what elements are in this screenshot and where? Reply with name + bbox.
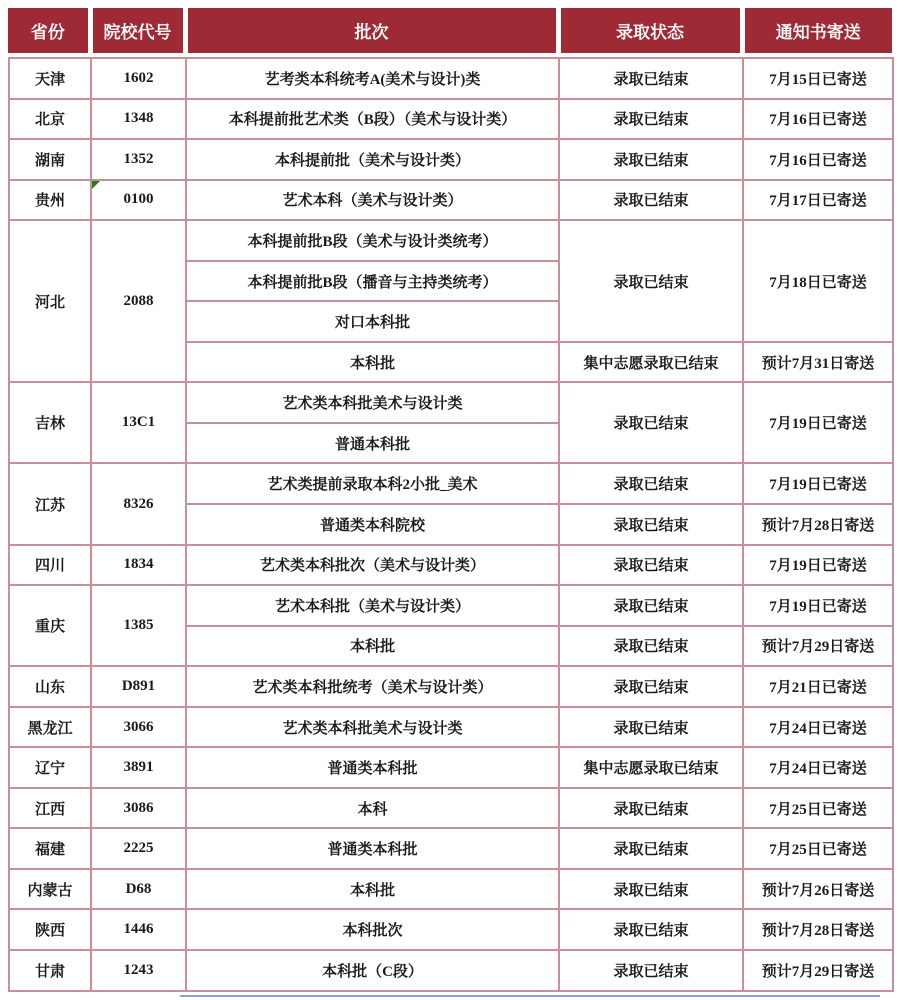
status-cell: 录取已结束: [559, 382, 743, 463]
col-header-status: 录取状态: [561, 8, 740, 53]
code-cell: 3086: [91, 788, 186, 829]
table-row: [9, 382, 893, 423]
code-cell: 2225: [91, 828, 186, 869]
delivery-cell: 7月24日已寄送: [743, 747, 893, 788]
table-row: [9, 180, 893, 221]
status-cell: 录取已结束: [559, 707, 743, 748]
status-cell: 集中志愿录取已结束: [559, 747, 743, 788]
status-cell: 录取已结束: [559, 869, 743, 910]
status-cell: 录取已结束: [559, 788, 743, 829]
admission-table-body: [9, 58, 893, 991]
status-cell: 录取已结束: [559, 626, 743, 667]
code-cell: 1352: [91, 139, 186, 180]
code-cell: 3891: [91, 747, 186, 788]
batch-cell: 普通类本科批: [186, 828, 559, 869]
table-header-row: [8, 8, 892, 53]
delivery-cell: 预计7月31日寄送: [743, 342, 893, 383]
code-cell: 13C1: [91, 382, 186, 463]
batch-cell: 普通类本科批: [186, 747, 559, 788]
table-row: [9, 747, 893, 788]
code-cell: 0100: [91, 180, 186, 221]
province-cell: 山东: [9, 666, 91, 707]
batch-cell: 艺术本科批（美术与设计类）: [186, 585, 559, 626]
delivery-cell: 7月19日已寄送: [743, 545, 893, 586]
batch-cell: 本科批: [186, 869, 559, 910]
batch-cell: 艺术本科（美术与设计类）: [186, 180, 559, 221]
code-cell: 1602: [91, 58, 186, 99]
batch-cell: 艺术类本科批次（美术与设计类）: [186, 545, 559, 586]
batch-cell: 艺考类本科统考A(美术与设计)类: [186, 58, 559, 99]
table-row: [9, 545, 893, 586]
status-cell: 录取已结束: [559, 180, 743, 221]
batch-cell: 本科提前批B段（美术与设计类统考）: [186, 220, 559, 261]
batch-cell: 艺术类提前录取本科2小批_美术: [186, 463, 559, 504]
province-cell: 江西: [9, 788, 91, 829]
status-cell: 录取已结束: [559, 666, 743, 707]
batch-cell: 对口本科批: [186, 301, 559, 342]
table-row: [9, 909, 893, 950]
code-cell: 8326: [91, 463, 186, 544]
status-cell: 录取已结束: [559, 463, 743, 504]
batch-cell: 本科批（C段）: [186, 950, 559, 991]
status-cell: 录取已结束: [559, 99, 743, 140]
code-cell: 1243: [91, 950, 186, 991]
province-cell: 陕西: [9, 909, 91, 950]
delivery-cell: 预计7月29日寄送: [743, 950, 893, 991]
province-cell: 吉林: [9, 382, 91, 463]
col-header-province: 省份: [8, 8, 88, 53]
delivery-cell: 7月17日已寄送: [743, 180, 893, 221]
col-header-batch: 批次: [188, 8, 556, 53]
table-row: [9, 585, 893, 626]
delivery-cell: 7月19日已寄送: [743, 382, 893, 463]
code-cell: D68: [91, 869, 186, 910]
col-header-delivery: 通知书寄送: [745, 8, 893, 53]
code-cell: D891: [91, 666, 186, 707]
batch-cell: 本科提前批B段（播音与主持类统考）: [186, 261, 559, 302]
batch-cell: 艺术类本科批美术与设计类: [186, 707, 559, 748]
delivery-cell: 7月18日已寄送: [743, 220, 893, 342]
table-row: [9, 788, 893, 829]
batch-cell: 普通类本科院校: [186, 504, 559, 545]
status-cell: 录取已结束: [559, 545, 743, 586]
batch-cell: 本科: [186, 788, 559, 829]
delivery-cell: 7月19日已寄送: [743, 463, 893, 504]
code-cell: 2088: [91, 220, 186, 382]
table-row: [9, 463, 893, 504]
province-cell: 黑龙江: [9, 707, 91, 748]
table-row: [9, 707, 893, 748]
table-row: [9, 666, 893, 707]
delivery-cell: 预计7月28日寄送: [743, 909, 893, 950]
delivery-cell: 7月25日已寄送: [743, 828, 893, 869]
delivery-cell: 7月15日已寄送: [743, 58, 893, 99]
delivery-cell: 预计7月28日寄送: [743, 504, 893, 545]
col-header-code: 院校代号: [93, 8, 183, 53]
batch-cell: 本科提前批（美术与设计类）: [186, 139, 559, 180]
table-row: [9, 99, 893, 140]
batch-cell: 艺术类本科批美术与设计类: [186, 382, 559, 423]
province-cell: 重庆: [9, 585, 91, 666]
status-cell: 集中志愿录取已结束: [559, 342, 743, 383]
status-cell: 录取已结束: [559, 950, 743, 991]
code-cell: 1348: [91, 99, 186, 140]
table-row: [9, 950, 893, 991]
delivery-cell: 7月24日已寄送: [743, 707, 893, 748]
province-cell: 湖南: [9, 139, 91, 180]
status-cell: 录取已结束: [559, 504, 743, 545]
province-cell: 北京: [9, 99, 91, 140]
batch-cell: 本科批次: [186, 909, 559, 950]
status-cell: 录取已结束: [559, 139, 743, 180]
delivery-cell: 7月21日已寄送: [743, 666, 893, 707]
admission-table: [8, 57, 894, 992]
delivery-cell: 7月16日已寄送: [743, 99, 893, 140]
batch-cell: 本科批: [186, 342, 559, 383]
table-row: [9, 220, 893, 261]
batch-cell: 本科提前批艺术类（B段）（美术与设计类）: [186, 99, 559, 140]
table-row: [9, 869, 893, 910]
code-cell: 3066: [91, 707, 186, 748]
delivery-cell: 7月16日已寄送: [743, 139, 893, 180]
province-cell: 甘肃: [9, 950, 91, 991]
province-cell: 辽宁: [9, 747, 91, 788]
table-row: [9, 828, 893, 869]
delivery-cell: 预计7月29日寄送: [743, 626, 893, 667]
status-cell: 录取已结束: [559, 585, 743, 626]
bottom-underline: [180, 995, 880, 997]
batch-cell: 普通本科批: [186, 423, 559, 464]
code-cell: 1834: [91, 545, 186, 586]
province-cell: 四川: [9, 545, 91, 586]
province-cell: 内蒙古: [9, 869, 91, 910]
batch-cell: 本科批: [186, 626, 559, 667]
status-cell: 录取已结束: [559, 909, 743, 950]
status-cell: 录取已结束: [559, 828, 743, 869]
comment-marker-icon: [92, 181, 100, 189]
delivery-cell: 7月25日已寄送: [743, 788, 893, 829]
code-cell: 1385: [91, 585, 186, 666]
code-cell: 1446: [91, 909, 186, 950]
status-cell: 录取已结束: [559, 220, 743, 342]
delivery-cell: 7月19日已寄送: [743, 585, 893, 626]
province-cell: 江苏: [9, 463, 91, 544]
province-cell: 天津: [9, 58, 91, 99]
batch-cell: 艺术类本科批统考（美术与设计类）: [186, 666, 559, 707]
province-cell: 贵州: [9, 180, 91, 221]
status-cell: 录取已结束: [559, 58, 743, 99]
table-row: [9, 58, 893, 99]
province-cell: 福建: [9, 828, 91, 869]
table-row: [9, 139, 893, 180]
province-cell: 河北: [9, 220, 91, 382]
delivery-cell: 预计7月26日寄送: [743, 869, 893, 910]
